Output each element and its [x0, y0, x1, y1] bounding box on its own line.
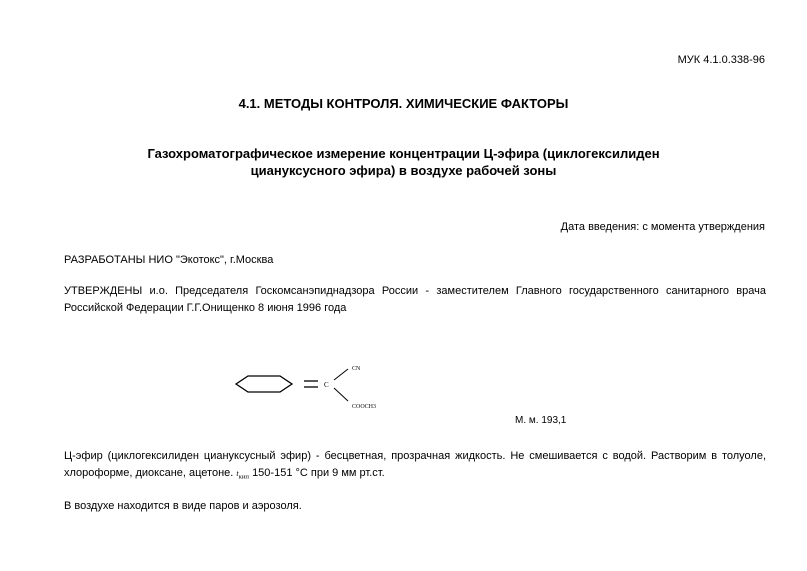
bond-to-cn — [334, 369, 348, 380]
developed-text: НИО "Экотокс", г.Москва — [145, 254, 274, 266]
approved-text: и.о. Председателя Госкомсанэпиднадзора России - заместителем Главного государственного санитарного врача Российской Федерации Г.Г.Онищенко 8 июня 1996 года — [64, 285, 766, 314]
structural-formula — [230, 360, 400, 412]
developed-by-paragraph — [64, 252, 766, 269]
bond-to-ester — [334, 388, 348, 401]
introduction-date: Дата введения: с момента утверждения — [560, 221, 765, 233]
cyclohexane-ring-icon — [236, 376, 292, 392]
air-state-paragraph: В воздухе находится в виде паров и аэрозоля. — [64, 500, 302, 512]
boiling-temp-subscript: кип — [238, 473, 249, 481]
cn-group-label: CN — [352, 366, 361, 372]
section-title: 4.1. МЕТОДЫ КОНТРОЛЯ. ХИМИЧЕСКИЕ ФАКТОРЫ — [238, 96, 569, 111]
boiling-temp-value: 150-151 °С при 9 мм рт.ст. — [252, 467, 385, 479]
approved-label: УТВЕРЖДЕНЫ — [64, 285, 143, 297]
developed-label: РАЗРАБОТАНЫ — [64, 254, 146, 266]
document-title-line-1: Газохроматографическое измерение концентрации Ц-эфира (циклогексилиден — [147, 146, 660, 161]
document-code: МУК 4.1.0.338-96 — [677, 54, 765, 66]
carbon-label: C — [324, 381, 329, 389]
molar-mass: М. м. 193,1 — [515, 415, 567, 426]
ester-group-label: COOCH3 — [352, 404, 377, 410]
document-title-line-2: циануксусного эфира) в воздухе рабочей зоны — [250, 163, 557, 178]
description-text: Ц-эфир (циклогексилиден циануксусный эфир) - бесцветная, прозрачная жидкость. Не смешивается с водой. Растворим в толуоле, хлороформе, диоксане, ацетоне. — [64, 450, 766, 479]
document-title — [0, 145, 807, 179]
boiling-temp-symbol: $t_{кип}$ — [236, 469, 249, 481]
description-paragraph — [64, 448, 766, 486]
approved-by-paragraph — [64, 283, 766, 317]
